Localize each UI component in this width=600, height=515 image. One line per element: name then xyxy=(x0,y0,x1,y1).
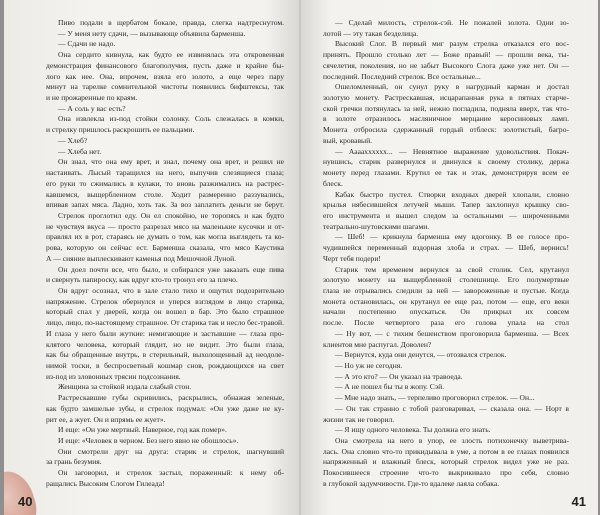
text-line: минут на тарелке сомнительной чистоты появились бифштексы, так xyxy=(46,82,284,92)
text-line: его инструмента и вышел следом за остальными — широченными xyxy=(323,210,569,220)
text-line: вый, кровавый. xyxy=(323,135,373,145)
left-page-text xyxy=(46,18,284,490)
text-line: — Я ищу одного человека. Ты должна его знать. xyxy=(335,425,491,435)
text-line: рова, которую он сейчас ест. Барменша сказала, что мясо Каустика xyxy=(46,243,284,253)
text-line: лась. Она словно что-то прикидывала в уме, а потом в ее глазах появился xyxy=(323,446,569,456)
text-line: — Мне надо знать, — терпеливо проговорил стрелок. — Он... xyxy=(335,393,535,403)
text-line: чудившейся переменный вздорная злоба и страх. — Шеб, вернись! xyxy=(323,243,569,253)
text-line: и не прожаренные по краям. xyxy=(46,93,138,103)
text-line: из-под из зловонных трясин подсознания. xyxy=(46,371,181,381)
text-line: сячелетия, поколения, но не забыт Высокого Слога даже уже нет. Он — xyxy=(323,60,569,70)
text-line: жизни так не говорил. xyxy=(323,414,395,424)
book-spread xyxy=(4,0,598,515)
text-line: — Сдачи не надо. xyxy=(58,39,116,49)
text-line: Она смотрела на него в упор, ее злость потихонечку выветрива- xyxy=(335,436,569,446)
text-line: — Вернутся, куда они денутся, — отозвался стрелок. xyxy=(335,350,507,360)
text-line: правлял их в рот, стараясь не думать о том, как могла выглядеть та ко- xyxy=(46,232,284,242)
text-line: демонстрация финансового благополучия, пусть даже и крайне бы- xyxy=(46,60,284,70)
text-line: Покосившееся строение что-то выкрикивало про себя, словно xyxy=(323,468,569,478)
text-line: настаивать. Лысый таращился на него, выпучив слезящиеся глаза; xyxy=(46,168,284,178)
text-line: лого как нее. Она, впрочем, взяла его золото, а еще через пару xyxy=(46,71,284,81)
text-line: — Он так странно с тобой разговаривал, — сказала она. — Норт в xyxy=(335,403,569,413)
text-line: как бы обращенные внутрь, в стерильный, выхолощенный ад неодоле- xyxy=(46,350,284,360)
text-line: Он заговорил, и стрелок застыл, пораженный: к нему об- xyxy=(58,468,284,478)
text-line: рит ее, а жует. Он и впрямь ее жует». xyxy=(46,414,166,424)
text-line: — Хлеб? xyxy=(58,135,88,145)
text-line: Пиво подали в щербатом бокале, правда, слегка надтреснутом. xyxy=(58,18,284,27)
text-line: принять. Прошло столько лет — Боже правый! — прошли века, ты- xyxy=(323,50,569,60)
text-line: не чувствуя вкуса — просто разрезал мясо на маленькие кусочки и от- xyxy=(46,221,284,231)
text-line: — А это кто? — Он указал на травоеда. xyxy=(335,371,463,381)
text-line: Он доел почти все, что было, и собирался уже заказать еще пива xyxy=(58,264,284,274)
text-line: после. После четвертого раза его голова упала на стол xyxy=(323,318,569,328)
text-line: как будто замшелые зубы, и стрелок подумал: «Он уже даже не ку- xyxy=(46,403,284,413)
text-line: в глубокой задумчивости. Где-то вдалеке лаяла собака. xyxy=(323,478,500,488)
text-line: нувшись, старик развернулся и двинулся к своему столику, держа xyxy=(323,157,569,167)
text-line: за грань безумия. xyxy=(46,457,102,467)
text-line: лицо, лицо, по-настоящему страшное. От старика так и несло бес-травой. xyxy=(46,318,284,328)
left-page-number: 40 xyxy=(18,494,33,509)
text-line: Ошеломленный, он сунул руку в нагрудный карман и достал xyxy=(335,82,569,92)
text-line: — А не пошел бы ты в жопу. Сэй. xyxy=(335,382,445,392)
text-line: его руки то сжимались в кулаки, то вновь разжимались на растрес- xyxy=(46,178,284,188)
text-line: — Хлеба нет. xyxy=(58,146,102,156)
text-line: золотую монету на выщербленной столешнице. Его полумертвые xyxy=(323,275,569,285)
text-line: клиентов мне распугал. Доволен? xyxy=(323,339,432,349)
text-line: — Аааахххххх... — Невнятное выражение удовольствия. Покач- xyxy=(335,146,569,156)
text-line: ской гречки потянулась за ней, нежно погладила, подняла вверх, так что- xyxy=(323,103,569,113)
text-line: Она сердито кивнула, как будто ее извинялась эта откровенная xyxy=(58,50,284,60)
text-line: Они смотрели друг на друга: старик и стрелок, шагнувший xyxy=(58,446,284,456)
left-page xyxy=(4,0,301,515)
text-line: И еще: «Он уже мертвый. Наверное, год как помер». xyxy=(58,425,227,435)
text-line: — Но уж не сегодня. xyxy=(335,361,403,370)
text-line: последний. Последний стрелок. Все остальные... xyxy=(323,71,481,81)
text-line: впивая запах мяса. Ладно, хоть так. За воз заплатить деньги не берут. xyxy=(46,200,284,210)
right-page-number: 41 xyxy=(571,494,586,509)
text-line: и свернуть папироску, как вдруг кто-то тронул его за плечо. xyxy=(46,275,238,285)
text-line: Она извлекла из-под стойки солонку. Соль слежалась в комки, xyxy=(58,114,284,124)
text-line: начали постепенно опускаться. Он прикрыл их совсем xyxy=(323,307,569,317)
text-line: глаза не отрывались следили за ней — завороженные и пустые. Когда xyxy=(323,285,569,295)
text-line: и стрелку пришлось раскрошить ее пальцами. xyxy=(46,125,195,135)
right-page-text xyxy=(323,18,569,490)
text-line: напряжение. Стрелок обернулся и уперся взглядом в лицо старика, xyxy=(46,296,284,306)
text-line: — Шеб! — крикнула барменша ему вдогонку. В ее голосе про- xyxy=(335,232,569,242)
text-line: крылья нябесившейся летучей мыши. Тапер захлопнул крышку сво- xyxy=(323,200,569,210)
text-line: театрально-шутовскими шагами. xyxy=(323,221,430,231)
text-line: который спал у дверей, когда он вошел в бар. Это было страшное xyxy=(46,307,284,317)
text-line: монета остановилась, он крутанул ее еще раз, потом — еще, его веки xyxy=(323,296,569,306)
text-line: кавшемся, выщербленном столе. Ходит размеренно раззувались, xyxy=(46,189,284,199)
text-line: монету перед глазами. Крутил ее так и этак, демонстрируя всем ее xyxy=(323,168,569,178)
text-line: в золоте отразилось масляничное мерцание керосиновых ламп. xyxy=(323,114,569,124)
text-line: Монета отбросила сдержанный гордый отблеск: золотистый, багро- xyxy=(323,125,569,135)
text-line: Черт тебя подери! xyxy=(323,253,381,263)
text-line: Растрескавшие губы скривились, раскрылись, обнажая зеленые, xyxy=(58,393,284,403)
text-line: клятого человека, который глядит, но не видит. Это были глаза, xyxy=(46,339,284,349)
text-line: золотую монету. Растрескавшая, исцарапанная рука в пятнах старче- xyxy=(323,93,569,103)
text-line: блеск. xyxy=(323,178,343,188)
text-line: — Ну вот, — с тихим бешенством проговорила барменша. — Всех xyxy=(335,328,569,338)
text-line: Старик тем временем вернулся за свой столик. Сел, крутанул xyxy=(335,264,569,274)
text-line: Высокий Слог. В первый миг разум стрелка отказался его вос- xyxy=(335,39,569,49)
text-line: ращались Высоким Слогом Гилеада! xyxy=(46,478,165,488)
text-line: Он вдруг осознал, что в зале стало тихо и ощутил подозрительно xyxy=(58,285,284,295)
text-line: Кабак быстро пустел. Створки входных дверей хлопали, словно xyxy=(335,189,569,199)
text-line: Женщина за стойкой издала слабый стон. xyxy=(58,382,192,392)
text-line: Стрелок проглотил еду. Он ел спокойно, не торопясь и как будто xyxy=(58,210,284,220)
text-line: напряженный и влажный блеск, который стрелок видел уже не раз. xyxy=(323,457,569,467)
text-line: лотой — эту такая безделица. xyxy=(323,28,419,38)
text-line: — Сделай милость, стрелок-сэй. Не пожалей золота. Одни зо- xyxy=(335,18,569,27)
text-line: нимой тоски, в беспросветный кошмар снов, рождающихся на свет xyxy=(46,361,284,370)
text-line: — У меня нету сдачи, — вызывающе объявила барменша. xyxy=(58,28,246,38)
text-line: И глаза у него были жуткие: немигающие и застывшие — глаза про- xyxy=(46,328,284,338)
text-line: — А соль у вас есть? xyxy=(58,103,126,113)
text-line: Он знал, что она ему врет, и знал, почему она врет, и решил не xyxy=(58,157,284,167)
text-line: И еще: «Человек в черном. Без него явно не обошлось». xyxy=(58,436,239,446)
text-line: А — сияние выплескивают каменья под Мешочной Луной. xyxy=(46,253,237,263)
right-page xyxy=(301,0,598,515)
